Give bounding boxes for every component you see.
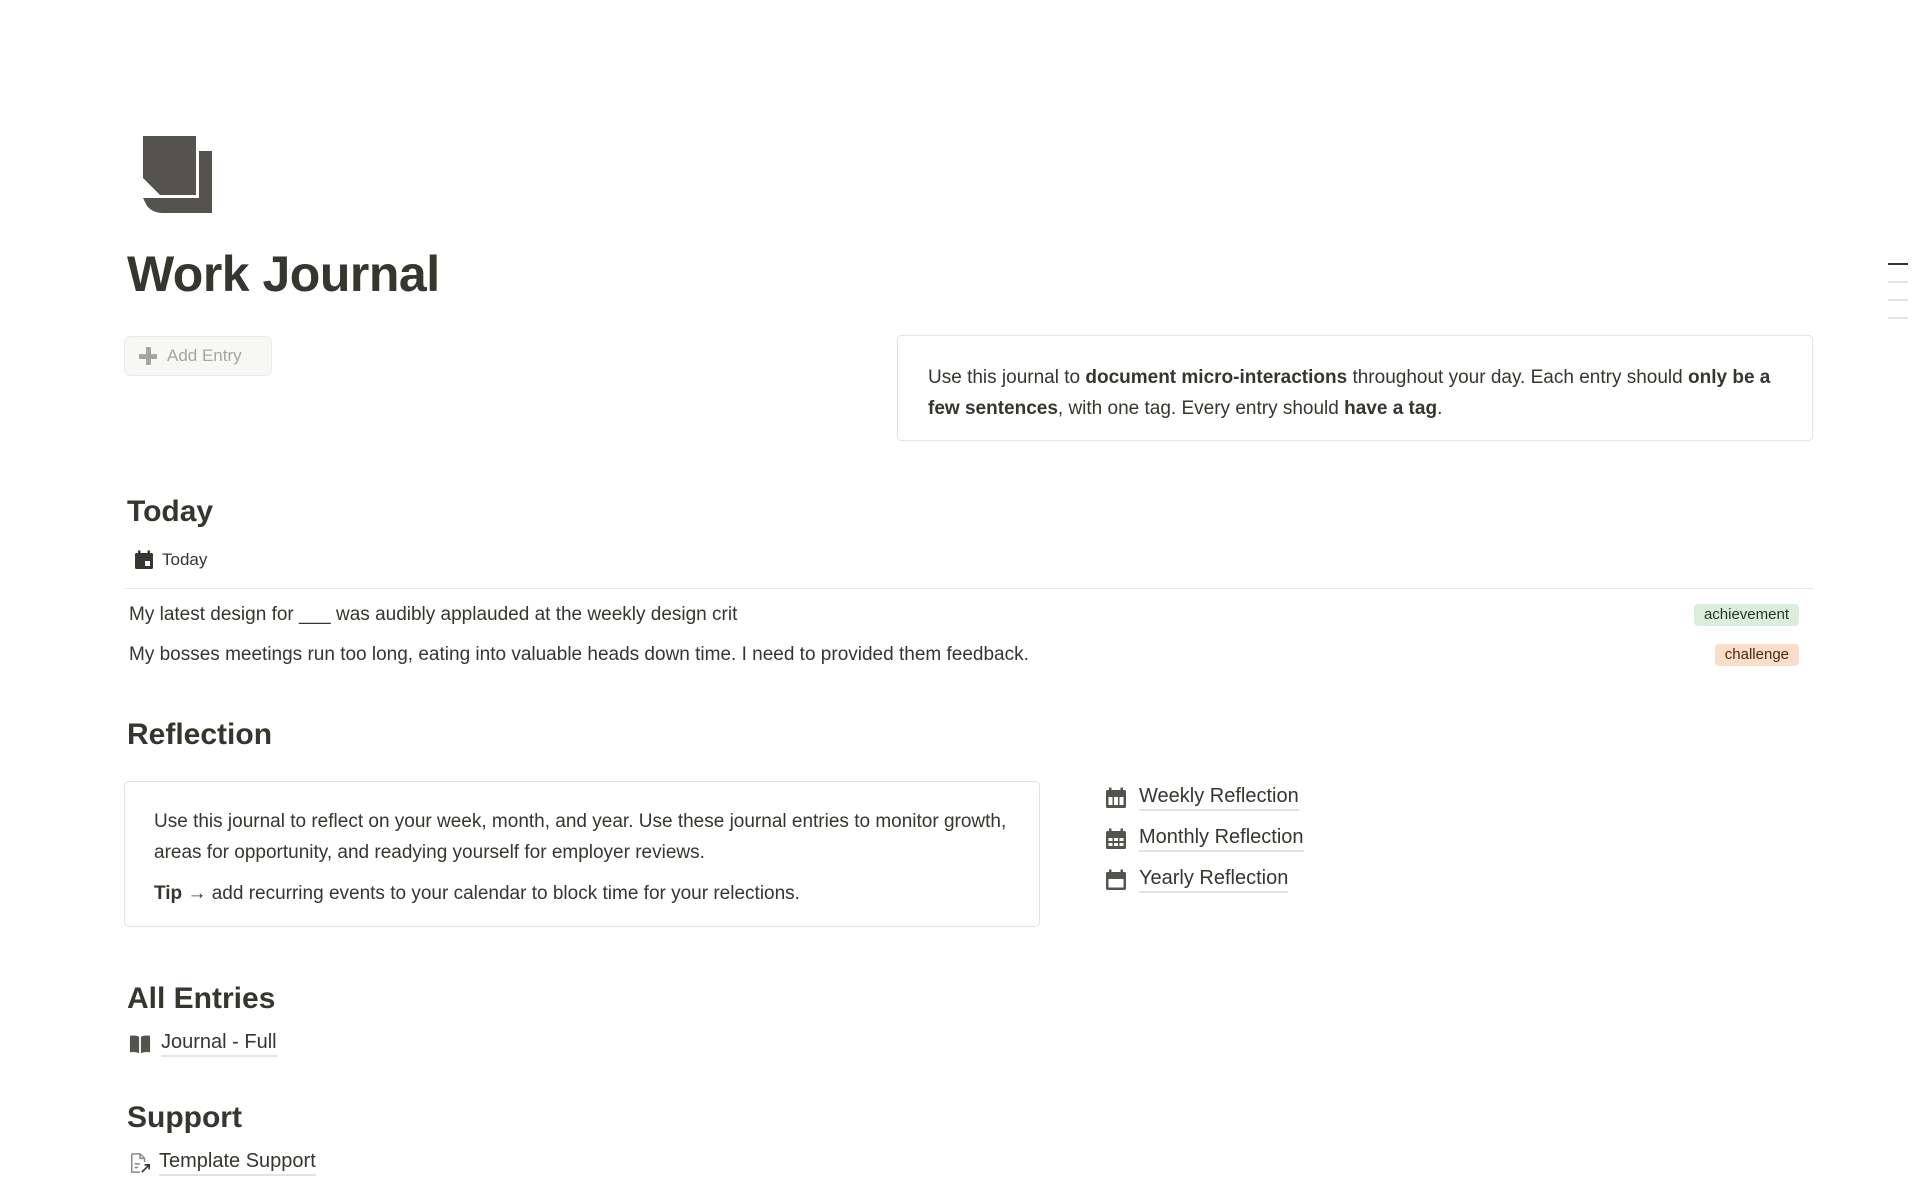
callout-bold-text: only be a few sentences — [928, 367, 1771, 419]
heading-all-entries: All Entries — [127, 982, 276, 1015]
tip-label: Tip — [154, 883, 183, 904]
callout-bold-text: have a tag — [1344, 398, 1438, 419]
list-item[interactable] — [129, 637, 1799, 673]
reflection-callout — [124, 781, 1040, 927]
tip-text: add recurring events to your calendar to block time for your relections. — [206, 883, 800, 904]
tag-badge: achievement — [1694, 604, 1799, 626]
table-divider — [124, 588, 1813, 589]
link-journal-full[interactable] — [129, 1030, 277, 1057]
link-label: Monthly Reflection — [1139, 825, 1304, 852]
tag-badge: challenge — [1715, 644, 1799, 666]
outline-item[interactable] — [1888, 281, 1908, 283]
heading-today: Today — [127, 495, 214, 528]
link-label: Weekly Reflection — [1139, 784, 1299, 811]
calendar-month-icon — [1105, 828, 1127, 850]
plus-icon — [139, 347, 157, 365]
callout-text: . — [1437, 398, 1443, 419]
calendar-week-icon — [1105, 787, 1127, 809]
entry-text: My bosses meetings run too long, eating into valuable heads down time. I need to provided them feedback. — [129, 644, 1029, 665]
book-open-icon — [129, 1033, 151, 1055]
callout-text: , with one tag. Every entry should — [1057, 398, 1345, 419]
view-tab-today[interactable] — [134, 550, 207, 570]
outline-item[interactable] — [1888, 317, 1908, 319]
reflection-text: Use this journal to reflect on your week, month, and year. Use these journal entries to monitor growth, areas for opportunity, and readying yourself for employer reviews. — [154, 811, 1007, 863]
link-monthly-reflection[interactable] — [1105, 825, 1304, 852]
link-yearly-reflection[interactable] — [1105, 866, 1288, 893]
heading-support: Support — [127, 1101, 242, 1134]
table-of-contents-outline[interactable] — [1888, 263, 1908, 335]
calendar-icon — [134, 550, 154, 570]
calendar-year-icon — [1105, 869, 1127, 891]
document-arrow-icon — [129, 1152, 151, 1174]
link-label: Yearly Reflection — [1139, 866, 1288, 893]
heading-reflection: Reflection — [127, 718, 273, 751]
arrow-icon: → — [187, 883, 207, 904]
intro-callout — [897, 335, 1813, 441]
link-label: Template Support — [159, 1149, 316, 1176]
list-item[interactable] — [129, 597, 1799, 633]
link-label: Journal - Full — [161, 1030, 277, 1057]
callout-bold-text: document micro-interactions — [1085, 367, 1348, 388]
add-entry-label: Add Entry — [167, 346, 242, 365]
add-entry-button[interactable] — [124, 336, 272, 376]
outline-item[interactable] — [1888, 263, 1908, 265]
document-stack-icon[interactable] — [143, 136, 215, 214]
page-title: Work Journal — [127, 246, 440, 302]
tip-line — [154, 878, 1010, 909]
entry-text: My latest design for ___ was audibly applauded at the weekly design crit — [129, 604, 738, 625]
view-tab-label: Today — [162, 550, 208, 569]
link-template-support[interactable] — [129, 1149, 316, 1176]
link-weekly-reflection[interactable] — [1105, 784, 1299, 811]
callout-text: Use this journal to — [928, 367, 1086, 388]
callout-text: throughout your day. Each entry should — [1347, 367, 1688, 388]
outline-item[interactable] — [1888, 299, 1908, 301]
